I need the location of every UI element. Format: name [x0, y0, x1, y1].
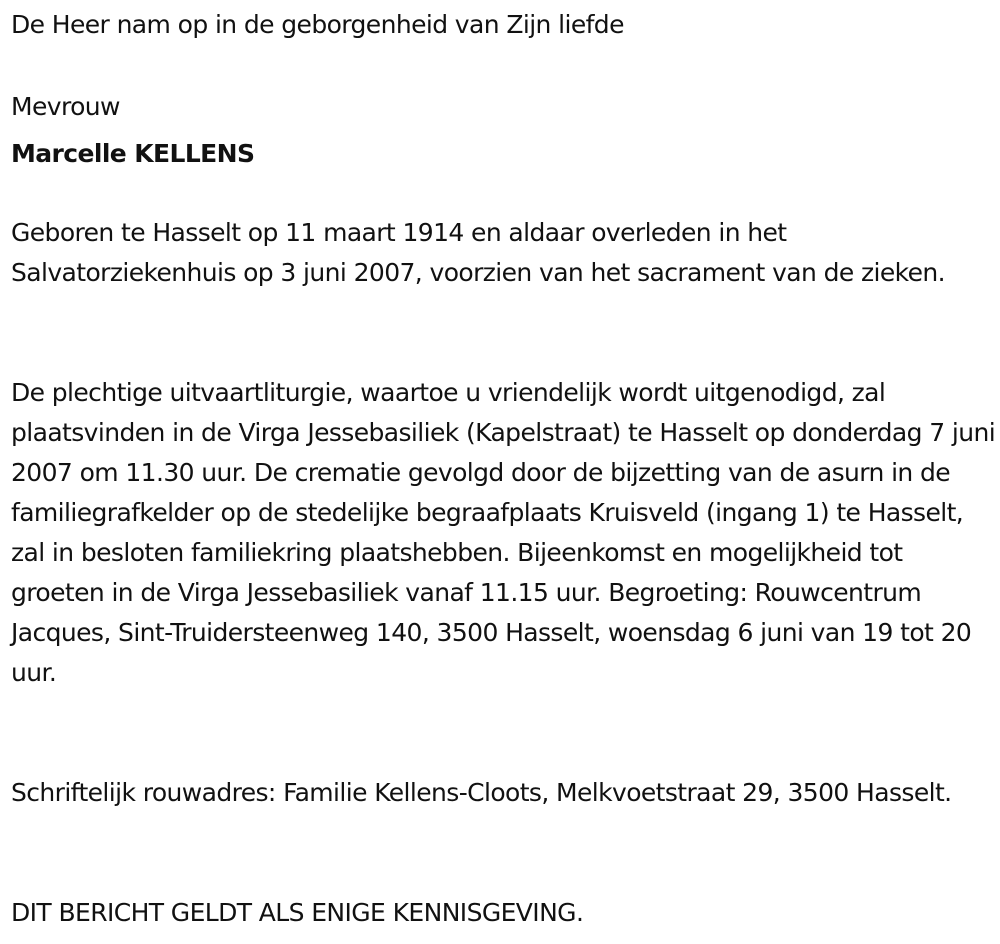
closing-statement: DIT BERICHT GELDT ALS ENIGE KENNISGEVING.: [11, 898, 584, 927]
honorific: Mevrouw: [11, 92, 120, 121]
deceased-name: Marcelle KELLENS: [11, 139, 255, 168]
ceremony-paragraph: De plechtige uitvaartliturgie, waartoe u vriendelijk wordt uitgenodigd, zal plaatsvinden in de Virga Jessebasiliek (Kapelstraat) te Hasselt op donderdag 7 juni 2007 om 11.30 uur. De crematie gevolgd door de bijzetting van de asurn in de familiegrafkelder op de stedelijke begraafplaats Kruisveld (ingang 1) te Hasselt, zal in besloten familiekring plaatshebben. Bijeenkomst en mogelijkheid tot groeten in de Virga Jessebasiliek vanaf 11.15 uur. Begroeting: Rouwcentrum Jacques, Sint-Truidersteenweg 140, 3500 Hasselt, woensdag 6 juni van 19 tot 20 uur.: [11, 378, 996, 687]
opening-line: De Heer nam op in de geborgenheid van Zijn liefde: [11, 10, 624, 39]
condolence-address: Schriftelijk rouwadres: Familie Kellens-Cloots, Melkvoetstraat 29, 3500 Hasselt.: [11, 778, 952, 807]
birth-death-paragraph: Geboren te Hasselt op 11 maart 1914 en aldaar overleden in het Salvatorziekenhuis op 3 juni 2007, voorzien van het sacrament van de zieken.: [11, 218, 946, 287]
